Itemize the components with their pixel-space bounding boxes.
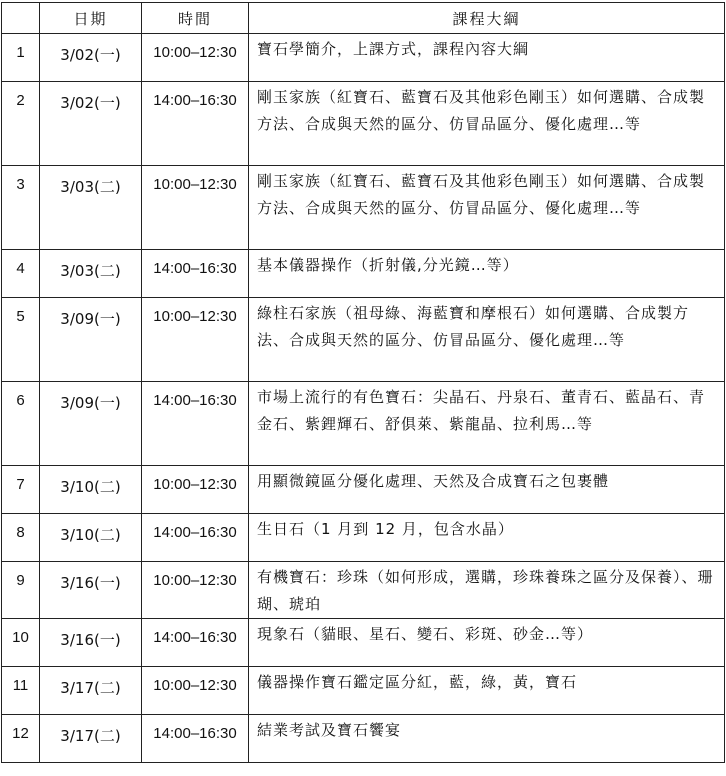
row-outline: 寶石學簡介，上課方式，課程內容大綱 [249,34,725,82]
table-row [2,667,725,715]
row-number: 11 [2,667,40,715]
row-outline: 儀器操作寶石鑑定區分紅，藍，綠，黃，寶石 [249,667,725,715]
row-outline: 市場上流行的有色寶石：尖晶石、丹泉石、董青石、藍晶石、青金石、紫鋰輝石、舒俱萊、紫龍晶、拉利馬…等 [249,382,725,466]
row-number: 5 [2,298,40,382]
row-outline: 現象石（貓眼、星石、變石、彩斑、砂金…等） [249,619,725,667]
row-date: 3/02(一) [40,82,142,166]
table-row [2,715,725,763]
row-date: 3/03(二) [40,250,142,298]
row-number: 4 [2,250,40,298]
row-date: 3/16(一) [40,619,142,667]
row-time: 14:00–16:30 [142,619,249,667]
row-number: 7 [2,466,40,514]
table-row [2,298,725,382]
row-time: 10:00–12:30 [142,34,249,82]
row-outline: 有機寶石：珍珠（如何形成，選購，珍珠養珠之區分及保養）、珊瑚、琥珀 [249,562,725,619]
table-row [2,166,725,250]
row-time: 10:00–12:30 [142,298,249,382]
header-outline: 課程大綱 [249,3,725,34]
table-row [2,382,725,466]
row-date: 3/02(一) [40,34,142,82]
table-body [2,34,725,763]
header-time: 時間 [142,3,249,34]
row-time: 14:00–16:30 [142,82,249,166]
row-number: 12 [2,715,40,763]
row-outline: 結業考試及寶石饗宴 [249,715,725,763]
row-time: 14:00–16:30 [142,250,249,298]
row-time: 10:00–12:30 [142,166,249,250]
header-row [2,3,725,34]
table-row [2,466,725,514]
row-outline: 生日石（1 月到 12 月，包含水晶） [249,514,725,562]
row-number: 2 [2,82,40,166]
row-number: 8 [2,514,40,562]
row-outline: 剛玉家族（紅寶石、藍寶石及其他彩色剛玉）如何選購、合成製方法、合成與天然的區分、仿冒品區分、優化處理…等 [249,82,725,166]
row-number: 1 [2,34,40,82]
row-date: 3/09(一) [40,382,142,466]
course-schedule-table [1,2,725,763]
row-date: 3/03(二) [40,166,142,250]
table-row [2,562,725,619]
row-time: 14:00–16:30 [142,514,249,562]
header-date: 日期 [40,3,142,34]
row-date: 3/09(一) [40,298,142,382]
row-date: 3/10(二) [40,514,142,562]
table-row [2,619,725,667]
row-outline: 剛玉家族（紅寶石、藍寶石及其他彩色剛玉）如何選購、合成製方法、合成與天然的區分、仿冒品區分、優化處理…等 [249,166,725,250]
row-outline: 綠柱石家族（祖母綠、海藍寶和摩根石）如何選購、合成製方法、合成與天然的區分、仿冒品區分、優化處理…等 [249,298,725,382]
row-time: 10:00–12:30 [142,667,249,715]
row-outline: 基本儀器操作（折射儀,分光鏡…等） [249,250,725,298]
row-number: 3 [2,166,40,250]
header-no [2,3,40,34]
row-date: 3/17(二) [40,715,142,763]
row-outline: 用顯微鏡區分優化處理、天然及合成寶石之包裹體 [249,466,725,514]
row-time: 14:00–16:30 [142,382,249,466]
row-number: 9 [2,562,40,619]
row-time: 10:00–12:30 [142,562,249,619]
row-time: 14:00–16:30 [142,715,249,763]
table-row [2,34,725,82]
table-row [2,514,725,562]
row-number: 10 [2,619,40,667]
row-number: 6 [2,382,40,466]
row-date: 3/16(一) [40,562,142,619]
row-date: 3/17(二) [40,667,142,715]
row-time: 10:00–12:30 [142,466,249,514]
table-row [2,250,725,298]
row-date: 3/10(二) [40,466,142,514]
table-row [2,82,725,166]
